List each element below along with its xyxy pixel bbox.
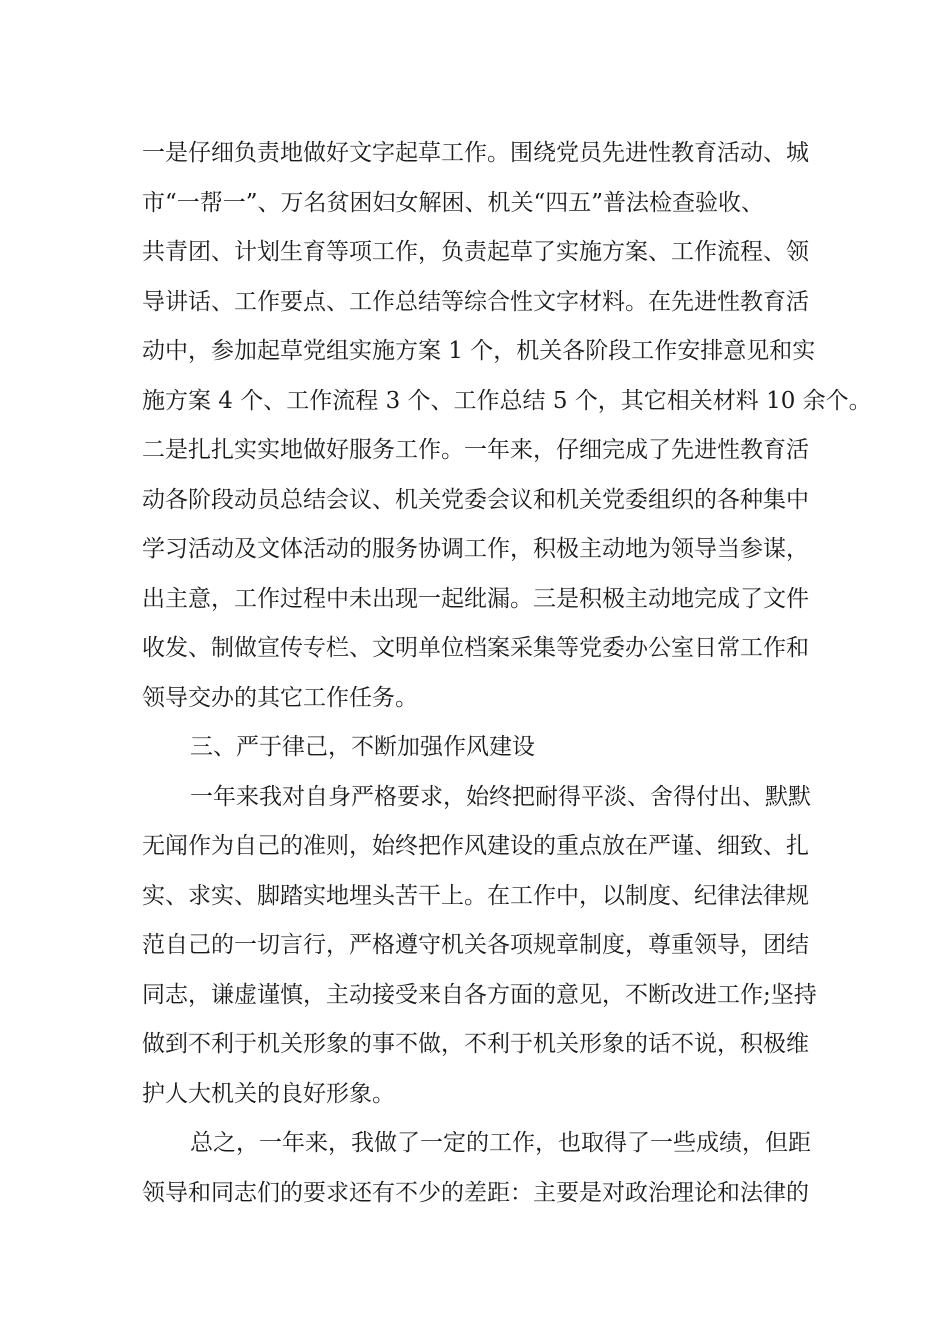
text-line: 同志，谦虚谨慎，主动接受来自各方面的意见，不断改进工作;坚持 [142,982,817,1008]
text-line: 无闻作为自己的准则，始终把作风建设的重点放在严谨、细致、扎 [142,833,809,859]
text-line: 一年来我对自身严格要求，始终把耐得平淡、舍得付出、默默 [190,784,811,810]
text-line: 动各阶段动员总结会议、机关党委会议和机关党委组织的各种集中 [142,487,809,513]
text-line: 学习活动及文体活动的服务协调工作，积极主动地为领导当参谋， [142,536,809,562]
text-line: 做到不利于机关形象的事不做，不利于机关形象的话不说，积极维 [142,1031,809,1057]
text-line: 范自己的一切言行，严格遵守机关各项规章制度，尊重领导，团结 [142,932,809,958]
text-line: 护人大机关的良好形象。 [142,1081,395,1107]
text-line: 二是扎扎实实地做好服务工作。一年来，仔细完成了先进性教育活 [142,437,809,463]
text-line: 市“一帮一”、万名贫困妇女解困、机关“四五”普法检查验收、 [142,190,765,216]
text-line: 施方案 4 个、工作流程 3 个、工作总结 5 个，其它相关材料 10 余个。 [142,388,872,414]
text-line: 共青团、计划生育等项工作，负责起草了实施方案、工作流程、领 [142,239,809,265]
text-line: 一是仔细负责地做好文字起草工作。围绕党员先进性教育活动、城 [142,140,809,166]
text-line: 导讲话、工作要点、工作总结等综合性文字材料。在先进性教育活 [142,289,809,315]
text-line: 出主意，工作过程中未出现一起纰漏。三是积极主动地完成了文件 [142,586,809,612]
text-line: 动中，参加起草党组实施方案 1 个，机关各阶段工作安排意见和实 [142,338,816,364]
text-line: 领导和同志们的要求还有不少的差距：主要是对政治理论和法律的 [142,1180,809,1206]
text-line: 总之，一年来，我做了一定的工作，也取得了一些成绩，但距 [190,1130,811,1156]
section-heading: 三、严于律己，不断加强作风建设 [190,734,535,760]
text-line: 实、求实、脚踏实地埋头苦干上。在工作中，以制度、纪律法律规 [142,883,809,909]
text-line: 领导交办的其它工作任务。 [142,685,418,711]
text-line: 收发、制做宣传专栏、文明单位档案采集等党委办公室日常工作和 [142,635,809,661]
